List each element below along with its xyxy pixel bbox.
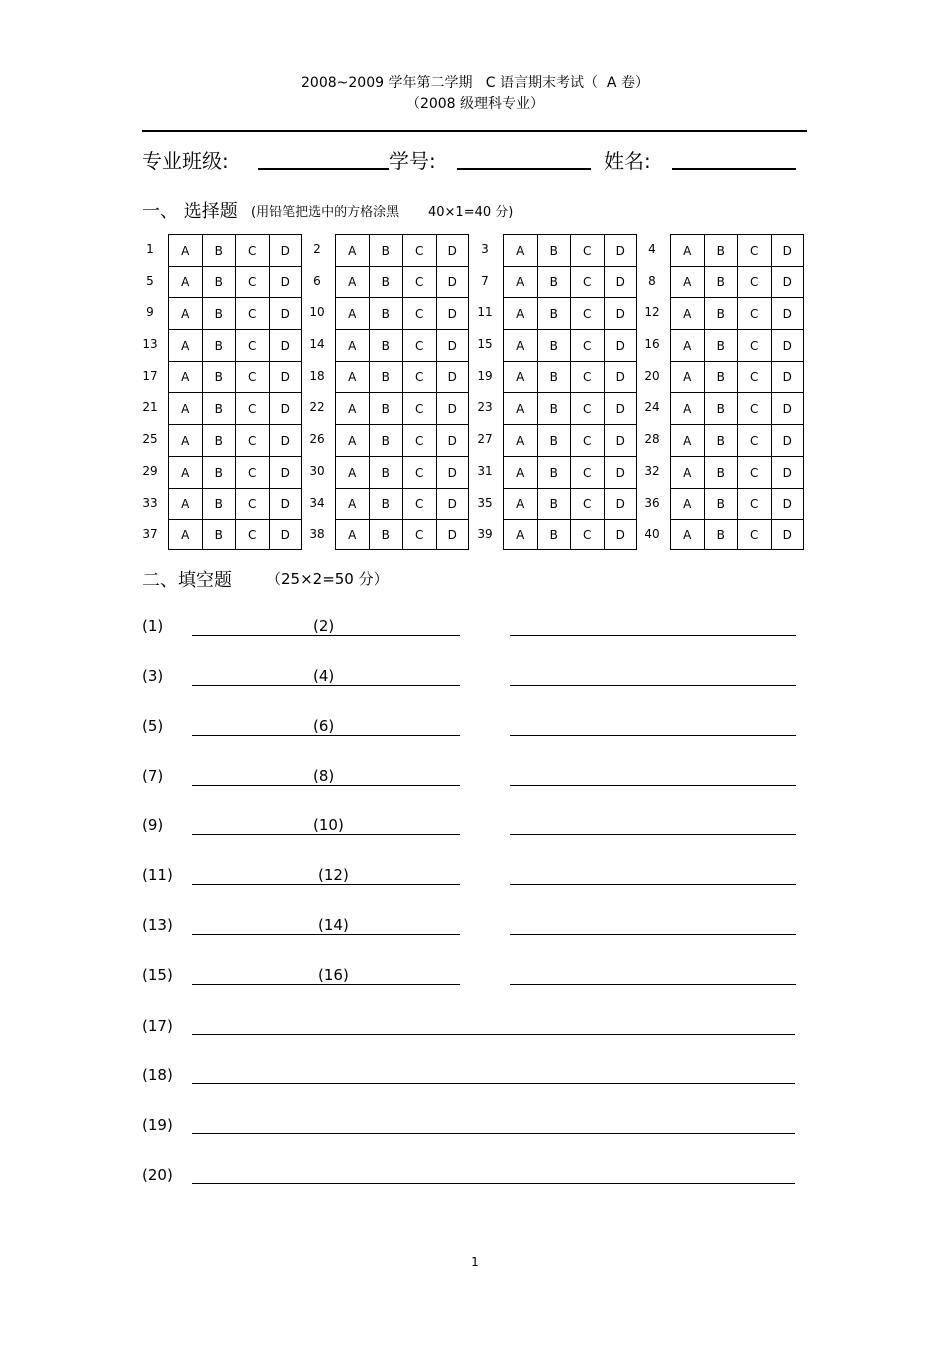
answer-group-frame (335, 361, 469, 392)
answer-option-b[interactable]: B (369, 392, 403, 424)
question-number: 23 (477, 400, 493, 414)
answer-option-b[interactable]: B (369, 234, 403, 266)
answer-option-b[interactable]: B (202, 519, 236, 550)
blank-label: (9) (142, 816, 164, 834)
answer-option-c[interactable]: C (402, 266, 436, 297)
answer-option-a[interactable]: A (168, 424, 202, 456)
answer-option-d[interactable]: D (604, 519, 638, 550)
answer-option-d[interactable]: D (771, 424, 805, 456)
answer-option-a[interactable]: A (335, 392, 369, 424)
answer-option-b[interactable]: B (202, 297, 236, 329)
answer-option-a[interactable]: A (503, 361, 537, 392)
answer-option-c[interactable]: C (235, 519, 269, 550)
answer-option-c[interactable]: C (402, 519, 436, 550)
answer-group-frame (168, 297, 302, 329)
answer-option-c[interactable]: C (235, 361, 269, 392)
answer-group-frame (168, 361, 302, 392)
answer-option-b[interactable]: B (537, 329, 571, 361)
answer-option-d[interactable]: D (436, 297, 470, 329)
blank-label: (3) (142, 667, 164, 685)
question-number: 28 (644, 432, 660, 446)
answer-group-frame (168, 488, 302, 519)
answer-group-frame (335, 329, 469, 361)
answer-line[interactable] (192, 685, 460, 686)
question-number: 6 (313, 273, 321, 288)
answer-group-frame (503, 297, 637, 329)
question-number: 22 (309, 400, 325, 414)
blank-label: (15) (142, 966, 173, 984)
answer-option-d[interactable]: D (771, 297, 805, 329)
blank-label: (14) (318, 916, 349, 934)
question-number: 34 (309, 495, 325, 510)
answer-option-a[interactable]: A (335, 266, 369, 297)
question-number: 9 (146, 305, 154, 319)
answer-option-a[interactable]: A (670, 424, 704, 456)
answer-option-c[interactable]: C (570, 361, 604, 392)
answer-group-frame (335, 234, 469, 266)
answer-option-d[interactable]: D (771, 329, 805, 361)
answer-option-d[interactable]: D (771, 361, 805, 392)
answer-group-frame (335, 297, 469, 329)
answer-option-a[interactable]: A (335, 456, 369, 488)
answer-line[interactable] (192, 785, 460, 786)
section2-title: 二、填空题 (142, 570, 232, 591)
answer-option-b[interactable]: B (704, 266, 738, 297)
question-number: 32 (644, 464, 660, 478)
question-number: 20 (644, 368, 660, 383)
blank-label: (20) (142, 1166, 173, 1184)
answer-option-c[interactable]: C (570, 329, 604, 361)
question-number: 40 (644, 526, 660, 541)
answer-option-c[interactable]: C (570, 456, 604, 488)
answer-option-d[interactable]: D (269, 234, 303, 266)
section1-title: 一、 选择题 (142, 201, 238, 222)
question-number: 36 (644, 495, 660, 510)
answer-option-b[interactable]: B (369, 297, 403, 329)
exam-title: 2008~2009 学年第二学期 C 语言期末考试（ A 卷） (301, 75, 649, 91)
answer-option-b[interactable]: B (537, 297, 571, 329)
answer-option-b[interactable]: B (704, 456, 738, 488)
answer-option-c[interactable]: C (402, 329, 436, 361)
answer-option-c[interactable]: C (570, 392, 604, 424)
answer-option-b[interactable]: B (704, 297, 738, 329)
question-number: 21 (142, 400, 158, 414)
answer-option-c[interactable]: C (570, 488, 604, 519)
question-number: 24 (644, 400, 660, 414)
answer-option-a[interactable]: A (503, 266, 537, 297)
answer-group-frame (503, 234, 637, 266)
answer-option-b[interactable]: B (369, 424, 403, 456)
name-field[interactable] (672, 168, 796, 170)
answer-option-a[interactable]: A (670, 488, 704, 519)
answer-option-b[interactable]: B (369, 329, 403, 361)
answer-option-b[interactable]: B (704, 329, 738, 361)
answer-option-c[interactable]: C (402, 234, 436, 266)
answer-option-a[interactable]: A (503, 424, 537, 456)
answer-option-b[interactable]: B (537, 361, 571, 392)
answer-option-c[interactable]: C (402, 456, 436, 488)
answer-option-c[interactable]: C (570, 234, 604, 266)
answer-option-a[interactable]: A (335, 361, 369, 392)
answer-line[interactable] (510, 884, 796, 885)
answer-group-frame (168, 329, 302, 361)
question-number: 39 (477, 526, 493, 541)
class-label: 专业班级: (142, 149, 229, 173)
answer-option-d[interactable]: D (269, 329, 303, 361)
blank-label: (17) (142, 1017, 173, 1035)
answer-option-c[interactable]: C (402, 392, 436, 424)
answer-line[interactable] (510, 635, 796, 636)
header-divider (142, 130, 807, 132)
question-number: 37 (142, 526, 158, 541)
answer-option-d[interactable]: D (604, 392, 638, 424)
answer-option-d[interactable]: D (436, 266, 470, 297)
answer-option-c[interactable]: C (737, 488, 771, 519)
blank-label: (13) (142, 916, 173, 934)
answer-line[interactable] (192, 984, 460, 985)
blank-label: (1) (142, 617, 164, 635)
answer-group-frame (335, 488, 469, 519)
answer-option-a[interactable]: A (503, 456, 537, 488)
name-label: 姓名: (604, 149, 651, 173)
answer-line[interactable] (192, 1083, 795, 1084)
blank-label: (18) (142, 1066, 173, 1084)
answer-option-a[interactable]: A (670, 392, 704, 424)
answer-option-a[interactable]: A (670, 329, 704, 361)
question-number: 25 (142, 432, 158, 446)
answer-option-b[interactable]: B (537, 488, 571, 519)
question-number: 29 (142, 464, 158, 478)
answer-option-d[interactable]: D (269, 392, 303, 424)
answer-option-d[interactable]: D (771, 392, 805, 424)
question-number: 11 (477, 305, 493, 319)
answer-option-d[interactable]: D (436, 392, 470, 424)
answer-option-b[interactable]: B (369, 456, 403, 488)
answer-option-a[interactable]: A (503, 488, 537, 519)
answer-option-d[interactable]: D (269, 424, 303, 456)
question-number: 3 (481, 242, 489, 256)
answer-line[interactable] (192, 1034, 795, 1035)
answer-group-frame (335, 392, 469, 424)
blank-label: (11) (142, 866, 173, 884)
answer-option-d[interactable]: D (269, 519, 303, 550)
question-number: 7 (481, 273, 489, 288)
blank-label: (6) (313, 717, 335, 735)
answer-option-c[interactable]: C (737, 392, 771, 424)
answer-group-frame (168, 424, 302, 456)
answer-option-b[interactable]: B (537, 519, 571, 550)
answer-group-frame (670, 234, 804, 266)
answer-option-d[interactable]: D (604, 424, 638, 456)
answer-line[interactable] (510, 984, 796, 985)
answer-line[interactable] (510, 834, 796, 835)
answer-line[interactable] (192, 735, 460, 736)
answer-group-frame (168, 519, 302, 550)
answer-option-c[interactable]: C (402, 297, 436, 329)
answer-option-c[interactable]: C (570, 424, 604, 456)
answer-option-c[interactable]: C (235, 297, 269, 329)
question-number: 12 (644, 305, 660, 319)
answer-option-a[interactable]: A (335, 297, 369, 329)
answer-option-d[interactable]: D (604, 266, 638, 297)
answer-option-b[interactable]: B (202, 456, 236, 488)
answer-option-d[interactable]: D (269, 456, 303, 488)
answer-option-a[interactable]: A (168, 234, 202, 266)
answer-option-a[interactable]: A (670, 361, 704, 392)
answer-option-b[interactable]: B (537, 234, 571, 266)
answer-option-c[interactable]: C (737, 329, 771, 361)
question-number: 38 (309, 526, 325, 541)
answer-option-d[interactable]: D (269, 297, 303, 329)
answer-option-d[interactable]: D (436, 329, 470, 361)
answer-option-a[interactable]: A (168, 297, 202, 329)
blank-label: (5) (142, 717, 164, 735)
question-number: 13 (142, 337, 158, 351)
answer-group-frame (503, 488, 637, 519)
student-id-field[interactable] (457, 168, 591, 170)
answer-option-b[interactable]: B (537, 424, 571, 456)
question-number: 16 (644, 337, 660, 351)
answer-option-c[interactable]: C (235, 329, 269, 361)
answer-option-a[interactable]: A (168, 456, 202, 488)
answer-option-d[interactable]: D (604, 297, 638, 329)
answer-option-d[interactable]: D (604, 361, 638, 392)
answer-option-c[interactable]: C (402, 361, 436, 392)
answer-group-frame (670, 329, 804, 361)
answer-line[interactable] (510, 785, 796, 786)
exam-subtitle: （2008 级理科专业） (405, 96, 545, 112)
answer-option-c[interactable]: C (235, 488, 269, 519)
answer-group-frame (503, 361, 637, 392)
answer-option-d[interactable]: D (771, 488, 805, 519)
answer-option-d[interactable]: D (604, 234, 638, 266)
answer-line[interactable] (510, 685, 796, 686)
answer-group-frame (670, 297, 804, 329)
question-number: 14 (309, 337, 325, 351)
answer-group-frame (168, 266, 302, 297)
answer-option-c[interactable]: C (235, 456, 269, 488)
answer-option-d[interactable]: D (436, 488, 470, 519)
answer-option-a[interactable]: A (335, 488, 369, 519)
question-number: 26 (309, 432, 325, 446)
answer-option-b[interactable]: B (704, 519, 738, 550)
answer-option-c[interactable]: C (737, 234, 771, 266)
answer-line[interactable] (192, 834, 460, 835)
answer-line[interactable] (510, 934, 796, 935)
student-id-label: 学号: (389, 149, 436, 173)
answer-option-d[interactable]: D (436, 234, 470, 266)
answer-option-c[interactable]: C (737, 361, 771, 392)
answer-option-c[interactable]: C (235, 424, 269, 456)
answer-option-b[interactable]: B (369, 488, 403, 519)
section1-note: (用铅笔把选中的方格涂黑 40×1=40 分) (251, 205, 514, 220)
answer-option-d[interactable]: D (436, 456, 470, 488)
answer-option-b[interactable]: B (537, 456, 571, 488)
answer-option-a[interactable]: A (335, 329, 369, 361)
answer-option-a[interactable]: A (503, 329, 537, 361)
answer-option-a[interactable]: A (168, 361, 202, 392)
answer-option-c[interactable]: C (737, 297, 771, 329)
answer-option-b[interactable]: B (704, 361, 738, 392)
answer-option-c[interactable]: C (235, 392, 269, 424)
question-number: 19 (477, 368, 493, 383)
blank-label: (10) (313, 816, 344, 834)
answer-group-frame (503, 329, 637, 361)
answer-group-frame (670, 456, 804, 488)
answer-option-a[interactable]: A (503, 234, 537, 266)
question-number: 17 (142, 368, 158, 383)
answer-group-frame (503, 456, 637, 488)
answer-option-b[interactable]: B (369, 266, 403, 297)
answer-option-d[interactable]: D (269, 361, 303, 392)
page-number: 1 (471, 1255, 479, 1269)
answer-option-b[interactable]: B (202, 361, 236, 392)
answer-group-frame (503, 392, 637, 424)
answer-option-c[interactable]: C (402, 424, 436, 456)
answer-option-a[interactable]: A (670, 266, 704, 297)
answer-group-frame (670, 424, 804, 456)
question-number: 5 (146, 273, 154, 288)
blank-label: (4) (313, 667, 335, 685)
answer-option-b[interactable]: B (202, 424, 236, 456)
answer-option-d[interactable]: D (604, 456, 638, 488)
answer-line[interactable] (192, 1183, 795, 1184)
question-number: 33 (142, 495, 158, 510)
answer-option-a[interactable]: A (335, 234, 369, 266)
answer-group-frame (670, 266, 804, 297)
answer-option-a[interactable]: A (335, 424, 369, 456)
class-field[interactable] (258, 168, 389, 170)
answer-option-b[interactable]: B (202, 488, 236, 519)
answer-option-a[interactable]: A (670, 456, 704, 488)
question-number: 8 (648, 273, 656, 288)
blank-label: (2) (313, 617, 335, 635)
answer-option-a[interactable]: A (168, 392, 202, 424)
answer-option-d[interactable]: D (436, 424, 470, 456)
question-number: 15 (477, 337, 493, 351)
answer-option-d[interactable]: D (771, 456, 805, 488)
blank-label: (8) (313, 767, 335, 785)
blank-label: (12) (318, 866, 349, 884)
question-number: 35 (477, 495, 493, 510)
answer-group-frame (335, 519, 469, 550)
answer-option-c[interactable]: C (737, 456, 771, 488)
answer-option-c[interactable]: C (570, 297, 604, 329)
answer-group-frame (503, 266, 637, 297)
answer-group-frame (670, 519, 804, 550)
question-number: 31 (477, 464, 493, 478)
answer-option-d[interactable]: D (436, 361, 470, 392)
blank-label: (7) (142, 767, 164, 785)
answer-option-d[interactable]: D (269, 266, 303, 297)
answer-group-frame (503, 424, 637, 456)
answer-line[interactable] (192, 934, 460, 935)
question-number: 27 (477, 432, 493, 446)
answer-option-b[interactable]: B (202, 266, 236, 297)
answer-option-c[interactable]: C (402, 488, 436, 519)
question-number: 2 (313, 242, 321, 256)
answer-line[interactable] (510, 735, 796, 736)
answer-option-c[interactable]: C (570, 519, 604, 550)
answer-option-c[interactable]: C (235, 234, 269, 266)
answer-option-c[interactable]: C (737, 424, 771, 456)
answer-option-b[interactable]: B (202, 329, 236, 361)
answer-line[interactable] (192, 1133, 795, 1134)
blank-label: (16) (318, 966, 349, 984)
answer-option-a[interactable]: A (335, 519, 369, 550)
answer-option-a[interactable]: A (503, 519, 537, 550)
answer-option-c[interactable]: C (737, 519, 771, 550)
question-number: 1 (146, 242, 154, 256)
answer-group-frame (503, 519, 637, 550)
answer-option-b[interactable]: B (202, 392, 236, 424)
answer-option-a[interactable]: A (168, 488, 202, 519)
blank-label: (19) (142, 1116, 173, 1134)
question-number: 4 (648, 242, 656, 256)
answer-option-a[interactable]: A (503, 392, 537, 424)
answer-option-a[interactable]: A (168, 266, 202, 297)
answer-option-d[interactable]: D (771, 234, 805, 266)
answer-group-frame (168, 456, 302, 488)
answer-option-a[interactable]: A (670, 519, 704, 550)
answer-group-frame (670, 392, 804, 424)
answer-option-c[interactable]: C (570, 266, 604, 297)
answer-option-b[interactable]: B (704, 488, 738, 519)
answer-option-b[interactable]: B (537, 266, 571, 297)
answer-group-frame (670, 361, 804, 392)
answer-group-frame (168, 234, 302, 266)
section2-note: （25×2=50 分） (266, 570, 389, 588)
answer-group-frame (670, 488, 804, 519)
answer-option-b[interactable]: B (202, 234, 236, 266)
answer-option-a[interactable]: A (503, 297, 537, 329)
answer-option-a[interactable]: A (168, 329, 202, 361)
answer-option-a[interactable]: A (670, 234, 704, 266)
answer-option-b[interactable]: B (369, 361, 403, 392)
answer-group-frame (335, 456, 469, 488)
answer-option-a[interactable]: A (168, 519, 202, 550)
question-number: 30 (309, 464, 325, 478)
answer-option-d[interactable]: D (604, 329, 638, 361)
answer-option-b[interactable]: B (704, 392, 738, 424)
answer-group-frame (335, 424, 469, 456)
answer-line[interactable] (192, 635, 460, 636)
answer-option-b[interactable]: B (369, 519, 403, 550)
answer-group-frame (168, 392, 302, 424)
answer-option-c[interactable]: C (235, 266, 269, 297)
answer-line[interactable] (192, 884, 460, 885)
question-number: 18 (309, 368, 325, 383)
answer-option-b[interactable]: B (704, 234, 738, 266)
answer-option-a[interactable]: A (670, 297, 704, 329)
answer-option-d[interactable]: D (269, 488, 303, 519)
answer-option-b[interactable]: B (704, 424, 738, 456)
answer-option-d[interactable]: D (771, 266, 805, 297)
answer-option-b[interactable]: B (537, 392, 571, 424)
answer-option-d[interactable]: D (771, 519, 805, 550)
question-number: 10 (309, 305, 325, 319)
answer-option-d[interactable]: D (436, 519, 470, 550)
answer-group-frame (335, 266, 469, 297)
answer-option-d[interactable]: D (604, 488, 638, 519)
answer-option-c[interactable]: C (737, 266, 771, 297)
